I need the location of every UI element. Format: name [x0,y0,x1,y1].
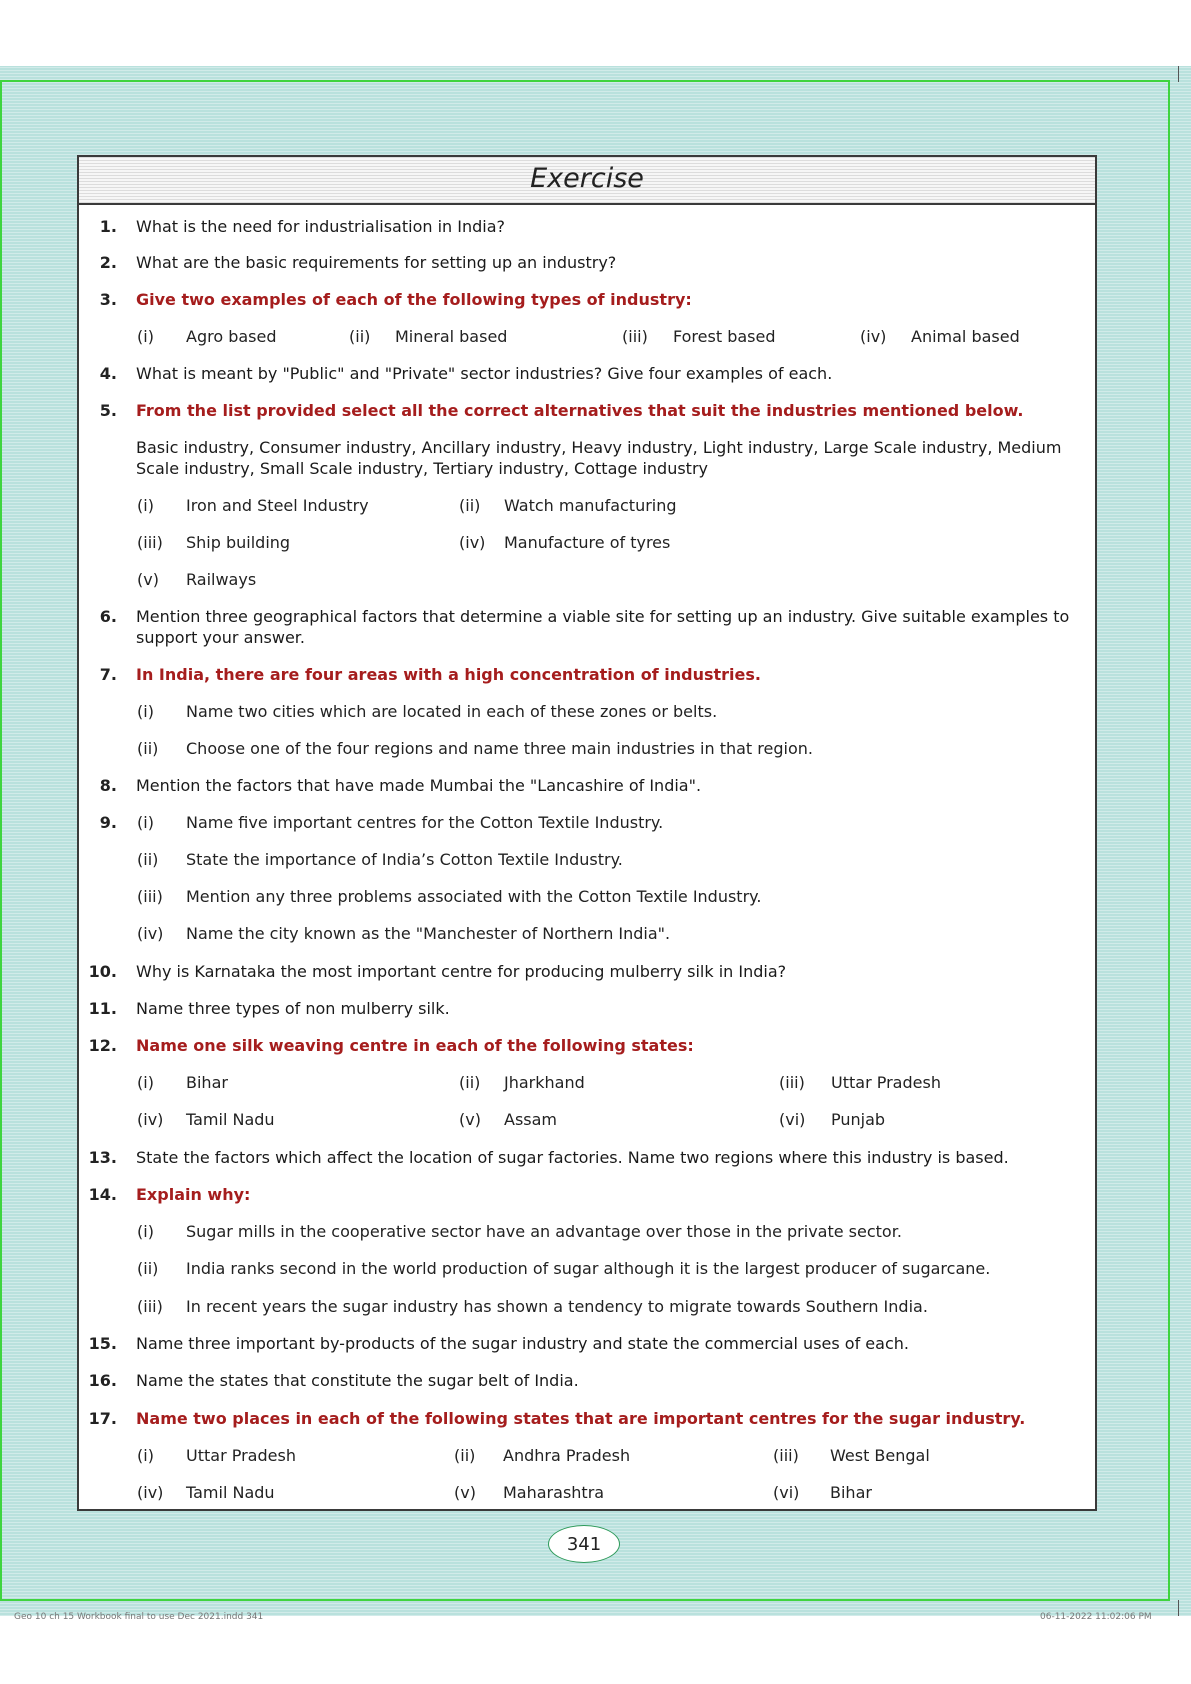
option-label: (vi) [779,1110,806,1129]
question-text: Mention the factors that have made Mumbai the "Lancashire of India". [136,776,702,795]
question-number: 5. [99,401,117,420]
question-text: From the list provided select all the correct alternatives that suit the industries mentioned below. [136,401,1024,420]
option-label: (vi) [773,1483,800,1502]
option-label: (ii) [137,850,159,869]
option-label: (ii) [137,739,159,758]
list-line: Scale industry, Small Scale industry, Tertiary industry, Cottage industry [136,459,708,478]
question-number: 2. [99,253,117,272]
option-text: Animal based [911,327,1020,346]
option-text: Agro based [186,327,277,346]
question-number: 17. [88,1409,117,1428]
question-number: 4. [99,364,117,383]
option-text: Bihar [186,1073,228,1092]
question-text: Name one silk weaving centre in each of the following states: [136,1036,694,1055]
question-number: 6. [99,607,117,626]
option-label: (i) [137,496,154,515]
option-text: West Bengal [830,1446,930,1465]
question-number: 1. [99,217,117,236]
option-text: Forest based [673,327,776,346]
option-text: Bihar [830,1483,872,1502]
exercise-title: Exercise [530,163,644,194]
crop-mark-top [1178,66,1179,82]
option-text: Uttar Pradesh [831,1073,941,1092]
option-label: (iv) [137,924,164,943]
option-label: (iii) [622,327,648,346]
option-label: (ii) [459,1073,481,1092]
option-text: India ranks second in the world production of sugar although it is the largest producer of sugarcane. [186,1259,991,1278]
option-label: (i) [137,1073,154,1092]
option-label: (iii) [137,887,163,906]
question-text: What are the basic requirements for setting up an industry? [136,253,617,272]
option-text: Maharashtra [503,1483,605,1502]
option-text: Watch manufacturing [504,496,677,515]
question-number: 14. [88,1185,117,1204]
question-number: 7. [99,665,117,684]
option-label: (iv) [137,1483,164,1502]
option-label: (i) [137,1222,154,1241]
option-label: (iv) [459,533,486,552]
option-label: (i) [137,813,154,832]
footer-timestamp: 06-11-2022 11:02:06 PM [1040,1612,1152,1622]
option-label: (ii) [454,1446,476,1465]
question-text: Mention three geographical factors that determine a viable site for setting up an industry. Give suitable examples to [136,607,1070,626]
page-number: 341 [548,1525,620,1563]
question-text: What is the need for industrialisation in India? [136,217,506,236]
question-number: 13. [88,1148,117,1167]
option-label: (i) [137,702,154,721]
option-label: (v) [459,1110,481,1129]
list-line: Basic industry, Consumer industry, Ancillary industry, Heavy industry, Light industry, Large Scale industry, Medium [136,438,1062,457]
option-text: Punjab [831,1110,886,1129]
option-text: Railways [186,570,257,589]
question-text: Name three important by-products of the sugar industry and state the commercial uses of each. [136,1334,909,1353]
option-text: Assam [504,1110,558,1129]
question-number: 16. [88,1371,117,1390]
option-text: Name two cities which are located in each of these zones or belts. [186,702,718,721]
question-number: 12. [88,1036,117,1055]
question-text: Give two examples of each of the following types of industry: [136,290,692,309]
option-label: (iv) [137,1110,164,1129]
option-label: (i) [137,327,154,346]
option-text: In recent years the sugar industry has shown a tendency to migrate towards Southern India. [186,1297,928,1316]
question-number: 8. [99,776,117,795]
option-text: Jharkhand [504,1073,585,1092]
question-number: 9. [99,813,117,832]
question-text: Explain why: [136,1185,251,1204]
option-label: (iii) [773,1446,799,1465]
option-label: (ii) [137,1259,159,1278]
option-text: Tamil Nadu [186,1110,275,1129]
question-number: 3. [99,290,117,309]
option-text: Uttar Pradesh [186,1446,296,1465]
option-text: Sugar mills in the cooperative sector have an advantage over those in the private sector. [186,1222,902,1241]
question-text: In India, there are four areas with a high concentration of industries. [136,665,761,684]
option-text: Iron and Steel Industry [186,496,369,515]
question-number: 11. [88,999,117,1018]
question-text: Name two places in each of the following states that are important centres for the sugar industry. [136,1409,1026,1428]
crop-mark-bottom [1178,1600,1179,1616]
question-number: 10. [88,962,117,981]
option-text: Choose one of the four regions and name three main industries in that region. [186,739,813,758]
option-label: (iii) [779,1073,805,1092]
question-text: Why is Karnataka the most important centre for producing mulberry silk in India? [136,962,787,981]
footer-file-info: Geo 10 ch 15 Workbook final to use Dec 2021.indd 341 [14,1612,264,1622]
option-label: (iii) [137,533,163,552]
option-text: Manufacture of tyres [504,533,671,552]
question-text: support your answer. [136,628,305,647]
option-label: (iv) [860,327,887,346]
option-label: (iii) [137,1297,163,1316]
exercise-header [79,157,1095,205]
option-label: (v) [454,1483,476,1502]
option-label: (ii) [349,327,371,346]
option-text: Name the city known as the "Manchester of Northern India". [186,924,671,943]
question-text: Name three types of non mulberry silk. [136,999,450,1018]
question-text: State the factors which affect the location of sugar factories. Name two regions where this industry is based. [136,1148,1009,1167]
option-text: Tamil Nadu [186,1483,275,1502]
question-number: 15. [88,1334,117,1353]
option-label: (i) [137,1446,154,1465]
exercise-panel [77,155,1097,1511]
option-text: Ship building [186,533,291,552]
option-label: (v) [137,570,159,589]
option-text: Andhra Pradesh [503,1446,631,1465]
option-text: Mineral based [395,327,508,346]
option-text: Name five important centres for the Cotton Textile Industry. [186,813,664,832]
question-text: What is meant by "Public" and "Private" sector industries? Give four examples of each. [136,364,833,383]
option-label: (ii) [459,496,481,515]
question-text: Name the states that constitute the sugar belt of India. [136,1371,579,1390]
option-text: Mention any three problems associated with the Cotton Textile Industry. [186,887,762,906]
option-text: State the importance of India’s Cotton Textile Industry. [186,850,623,869]
